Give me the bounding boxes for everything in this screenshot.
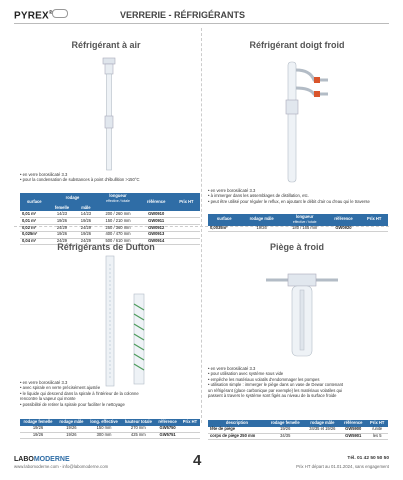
table-row: 19/26 19/26 150 mm 270 mm GW5750 [20, 426, 200, 432]
feature-item: • pour la condensation de substances à point d'ébullition >150°C [20, 177, 140, 182]
footer-phone: Tél. 01 42 50 50 50 [347, 456, 389, 461]
dufton-condenser-image [98, 254, 168, 394]
col-prix: Prix HT [173, 193, 200, 211]
brand-emblem-icon [52, 9, 68, 18]
feature-item: • peut être utilisé pour réguler le reflux, en ajoutant le débit d'air ou d'eau qui le traverse [208, 199, 378, 204]
air-condenser-image [94, 56, 124, 172]
feature-item: • à immerger dans les assemblages de distillation, etc. [208, 193, 378, 198]
table-row: 0,01 m² 19/26 19/26 150 / 210 mm GW0911 [20, 218, 200, 225]
col-rodage: rodage [49, 193, 97, 205]
col-surface: surface [208, 214, 240, 226]
footer-contact: www.labomoderne.com - info@labomoderne.com [14, 464, 109, 469]
col-ref: référence [140, 193, 173, 211]
col-rodage-male: rodage mâle [56, 419, 87, 426]
feature-item: • pour utilisation avec système sous vide [208, 371, 348, 376]
table-row: 0,0035m² 19/26 180 / 165 mm GW0920 [208, 226, 388, 232]
col-longueur: longueur effective / totale [96, 193, 139, 205]
col-rodage-male: rodage mâle [305, 420, 340, 427]
cold-trap-image [262, 260, 342, 360]
col-rodage: rodage mâle [240, 214, 282, 226]
table-row: tête de piège 19/26 34/35 et 19/26 GW5900 /unité [208, 427, 388, 433]
col-rodage-male: mâle [75, 205, 96, 212]
feature-item: • en verre borosilicaté 3.3 [20, 172, 140, 177]
product-table [208, 214, 388, 232]
table-row: 0,01 m² 14/23 14/23 200 / 260 mm GW0910 [20, 211, 200, 217]
product-table [208, 420, 388, 440]
table-row: 0,02 m² 24/29 24/29 250 / 360 mm GW0912 [20, 224, 200, 231]
feature-item: • avec spirale en verre précisément ajustée [20, 385, 140, 390]
col-surface: surface [20, 193, 49, 211]
table-row: 0,04 m² 24/29 24/29 500 / 610 mm GW0914 [20, 238, 200, 245]
brand-logo: PYREX® [14, 10, 53, 22]
section-title: Réfrigérant doigt froid [249, 40, 345, 50]
table-row: 0,025m² 19/26 19/26 400 / 470 mm GW0913 [20, 231, 200, 238]
section-cold-trap [204, 232, 390, 442]
col-prix: Prix HT [366, 420, 388, 427]
feature-list [20, 172, 140, 183]
col-description: description [208, 420, 266, 427]
feature-item: • en verre borosilicaté 3.3 [20, 380, 140, 385]
col-ref: référence [327, 214, 361, 226]
table-row: 19/26 19/26 300 mm 425 mm GW5751 [20, 432, 200, 439]
col-rodage-femelle: femelle [49, 205, 76, 212]
section-cold-finger [204, 30, 390, 231]
feature-item: • en verre borosilicaté 3.3 [208, 366, 348, 371]
page-header [0, 0, 403, 24]
feature-item: • en verre borosilicaté 3.3 [208, 188, 378, 193]
table-row: corps de piège 250 mm 34/35 GW5901 les 5 [208, 433, 388, 440]
section-title: Réfrigérants de Dufton [57, 242, 155, 252]
feature-item: • utilisation simple : immerger le piège dans un vase de Dewar contenant un réfrigérant (glace carbonique par exemple) les matériaux volatiles qui passent à travers le système sont figés au niveau de la surface froide [208, 382, 348, 398]
section-air-condenser [14, 30, 198, 244]
page-title: VERRERIE - RÉFRIGÉRANTS [120, 10, 246, 20]
feature-item: • possibilité de retirer la spirale pour faciliter le nettoyage [20, 402, 140, 407]
feature-list [20, 380, 140, 407]
col-prix: Prix HT [180, 419, 200, 426]
col-hauteur: hauteur totale [121, 419, 155, 426]
section-dufton [14, 232, 198, 442]
feature-list [208, 188, 378, 204]
footer-price-note: Prix HT départ au 01.01.2024, sans engagement [296, 464, 389, 469]
feature-item: • empêche les matériaux volatils d'endommager les pompes [208, 377, 348, 382]
page-number: 4 [193, 452, 202, 469]
feature-list [208, 366, 348, 398]
footer-logo: LABOMODERNE [14, 456, 70, 463]
col-ref: référence [340, 420, 366, 427]
feature-item: • le liquide qui descend dans la spirale à l'intérieur de la colonne rencontre la vapeur qui monte [20, 391, 140, 402]
section-title: Réfrigérant à air [71, 40, 141, 50]
col-longueur: longueur effective / totale [283, 214, 327, 226]
col-rodage-femelle: rodage femelle [266, 420, 305, 427]
section-title: Piège à froid [269, 242, 324, 252]
col-rodage-femelle: rodage femelle [20, 419, 56, 426]
product-table [20, 419, 200, 439]
col-ref: référence [155, 419, 180, 426]
col-longueur: long. effective [87, 419, 122, 426]
header-divider [14, 23, 389, 24]
col-prix: Prix HT [360, 214, 388, 226]
cold-finger-image [270, 60, 340, 190]
